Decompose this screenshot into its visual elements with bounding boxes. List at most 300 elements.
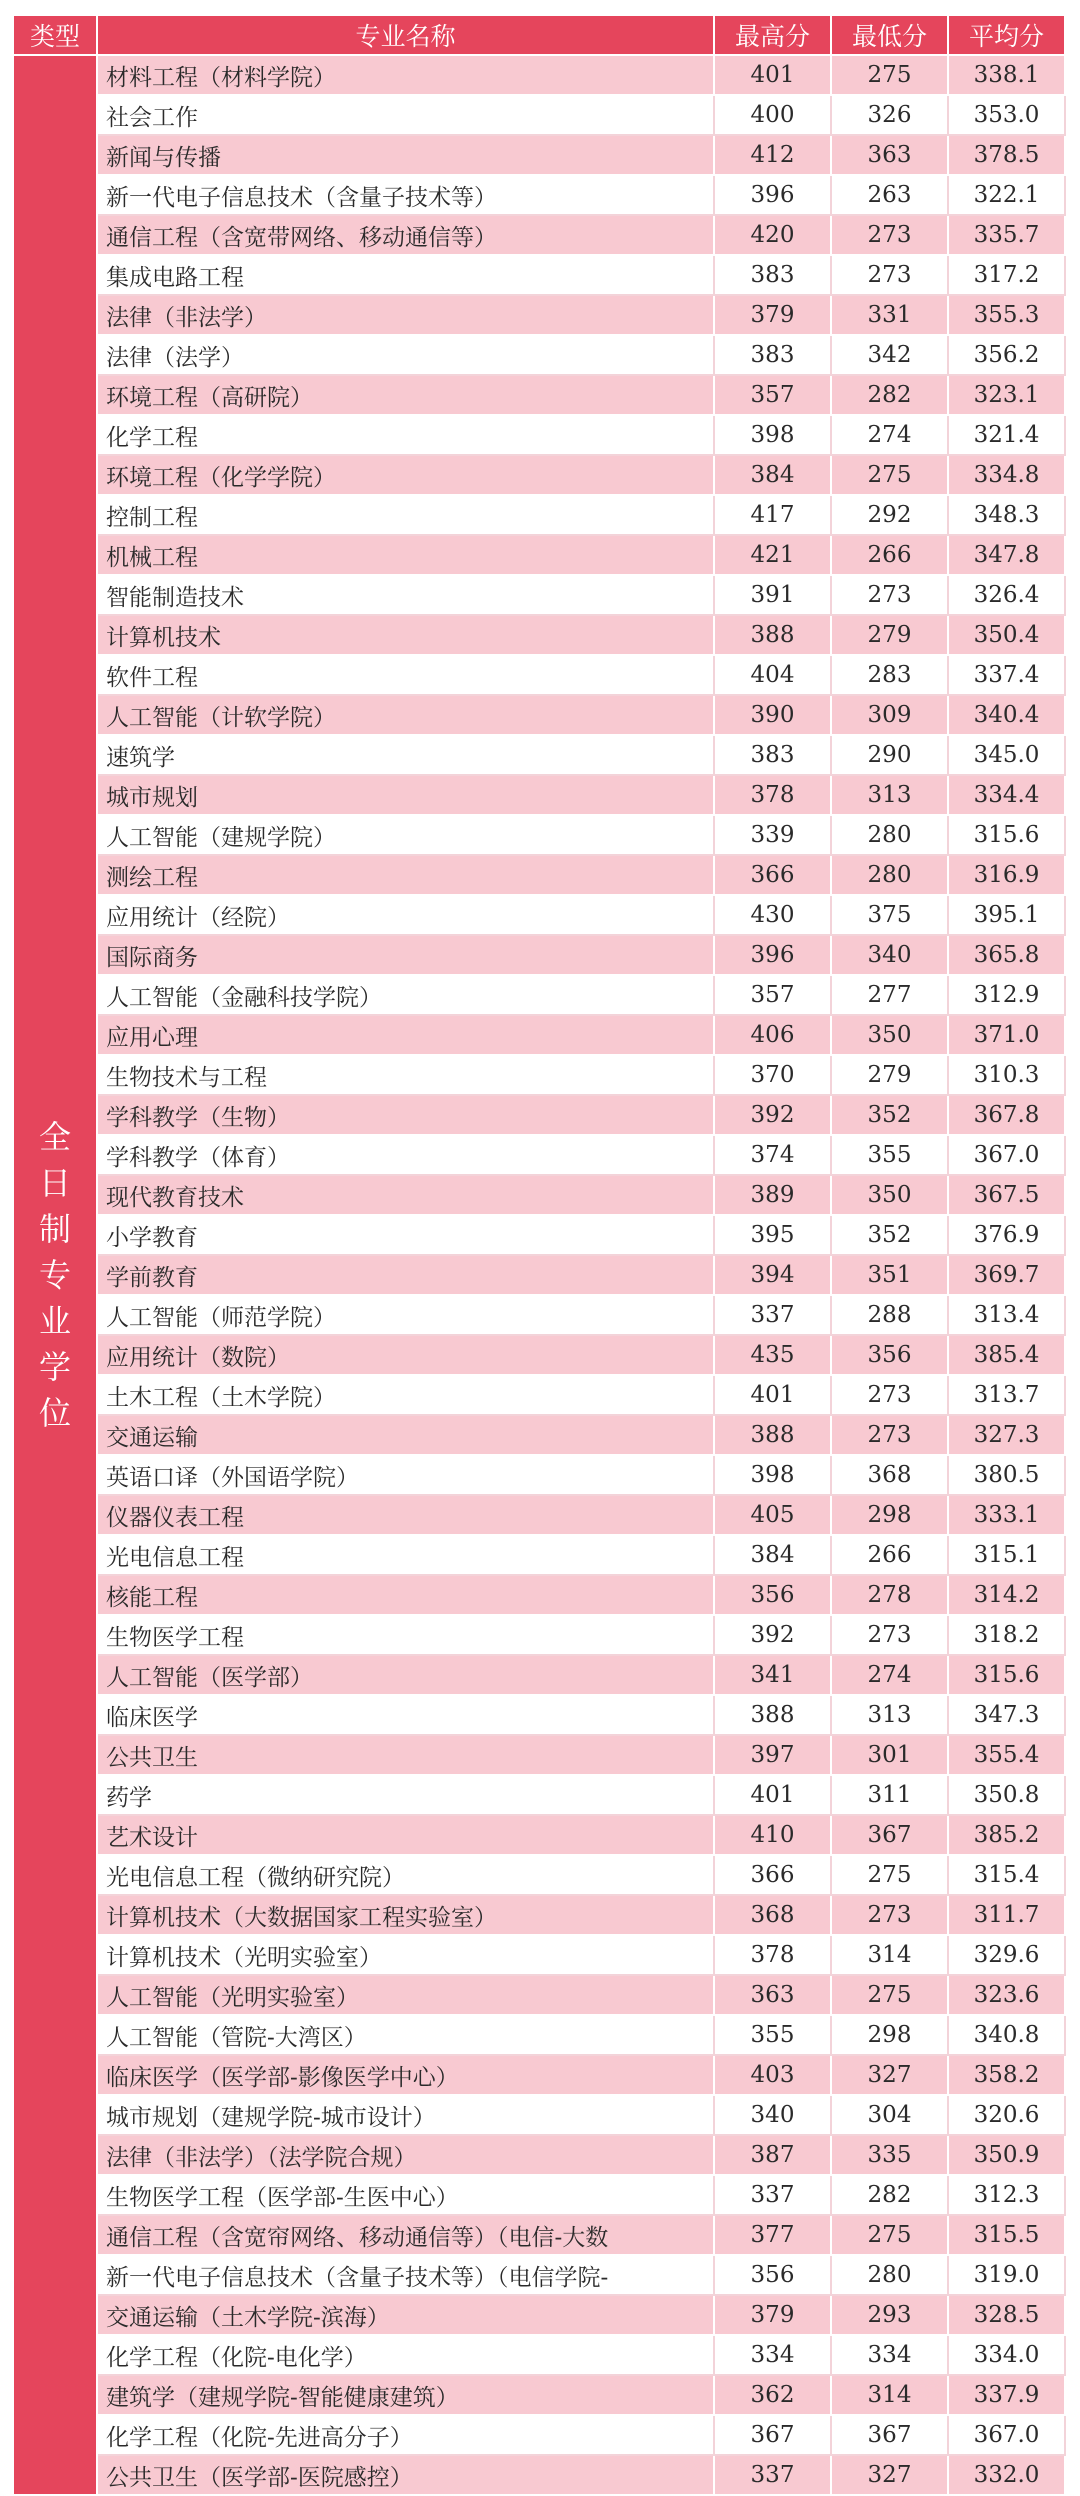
table-row (13, 1215, 1065, 1255)
table-row (13, 735, 1065, 775)
major-name-cell: 药学 (97, 1775, 714, 1815)
max-score-cell: 405 (714, 1495, 831, 1535)
major-name-cell: 英语口译（外国语学院） (97, 1455, 714, 1495)
max-score-cell: 401 (714, 1775, 831, 1815)
min-score-cell: 367 (831, 1815, 948, 1855)
table-row (13, 2255, 1065, 2295)
max-score-cell: 430 (714, 895, 831, 935)
min-score-cell: 279 (831, 1055, 948, 1095)
avg-score-cell: 337.9 (948, 2375, 1065, 2415)
min-score-cell: 356 (831, 1335, 948, 1375)
min-score-cell: 334 (831, 2335, 948, 2375)
max-score-cell: 339 (714, 815, 831, 855)
major-name-cell: 新一代电子信息技术（含量子技术等） (97, 175, 714, 215)
table-row (13, 1055, 1065, 1095)
min-score-cell: 313 (831, 1695, 948, 1735)
min-score-cell: 273 (831, 1895, 948, 1935)
avg-score-cell: 355.4 (948, 1735, 1065, 1775)
table-row (13, 375, 1065, 415)
major-name-cell: 人工智能（计软学院） (97, 695, 714, 735)
table-row (13, 1175, 1065, 1215)
avg-score-cell: 350.4 (948, 615, 1065, 655)
table-row (13, 55, 1065, 95)
major-name-cell: 计算机技术（光明实验室） (97, 1935, 714, 1975)
avg-score-cell: 380.5 (948, 1455, 1065, 1495)
avg-score-cell: 334.8 (948, 455, 1065, 495)
avg-score-cell: 340.4 (948, 695, 1065, 735)
major-name-cell: 临床医学（医学部-影像医学中心） (97, 2055, 714, 2095)
min-score-cell: 367 (831, 2415, 948, 2455)
table-row (13, 335, 1065, 375)
major-name-cell: 学科教学（生物） (97, 1095, 714, 1135)
min-score-cell: 273 (831, 1415, 948, 1455)
major-name-cell: 计算机技术（大数据国家工程实验室） (97, 1895, 714, 1935)
max-score-cell: 398 (714, 1455, 831, 1495)
avg-score-cell: 378.5 (948, 135, 1065, 175)
table-row (13, 1015, 1065, 1055)
max-score-cell: 368 (714, 1895, 831, 1935)
major-name-cell: 光电信息工程 (97, 1535, 714, 1575)
table-row (13, 455, 1065, 495)
max-score-cell: 388 (714, 615, 831, 655)
avg-score-cell: 312.9 (948, 975, 1065, 1015)
avg-score-cell: 347.3 (948, 1695, 1065, 1735)
table-row (13, 1615, 1065, 1655)
major-name-cell: 计算机技术 (97, 615, 714, 655)
max-score-cell: 388 (714, 1695, 831, 1735)
max-score-cell: 337 (714, 2455, 831, 2495)
major-name-cell: 交通运输（土木学院-滨海） (97, 2295, 714, 2335)
max-score-cell: 362 (714, 2375, 831, 2415)
max-score-cell: 417 (714, 495, 831, 535)
major-name-cell: 法律（法学） (97, 335, 714, 375)
max-score-cell: 383 (714, 335, 831, 375)
table-row (13, 135, 1065, 175)
major-name-cell: 智能制造技术 (97, 575, 714, 615)
major-name-cell: 城市规划（建规学院-城市设计） (97, 2095, 714, 2135)
major-name-cell: 核能工程 (97, 1575, 714, 1615)
major-name-cell: 新一代电子信息技术（含量子技术等）（电信学院- (97, 2255, 714, 2295)
avg-score-cell: 326.4 (948, 575, 1065, 615)
avg-score-cell: 395.1 (948, 895, 1065, 935)
min-score-cell: 288 (831, 1295, 948, 1335)
avg-score-cell: 311.7 (948, 1895, 1065, 1935)
header-row (13, 15, 1065, 55)
table-row (13, 895, 1065, 935)
avg-score-cell: 323.6 (948, 1975, 1065, 2015)
min-score-cell: 273 (831, 1375, 948, 1415)
major-name-cell: 生物技术与工程 (97, 1055, 714, 1095)
min-score-cell: 293 (831, 2295, 948, 2335)
min-score-cell: 275 (831, 55, 948, 95)
min-score-cell: 304 (831, 2095, 948, 2135)
max-score-cell: 366 (714, 855, 831, 895)
min-score-cell: 275 (831, 1855, 948, 1895)
max-score-cell: 341 (714, 1655, 831, 1695)
max-score-cell: 392 (714, 1095, 831, 1135)
min-score-cell: 282 (831, 375, 948, 415)
min-score-cell: 292 (831, 495, 948, 535)
table-row (13, 2135, 1065, 2175)
avg-score-cell: 347.8 (948, 535, 1065, 575)
avg-score-cell: 350.8 (948, 1775, 1065, 1815)
avg-score-cell: 315.6 (948, 815, 1065, 855)
min-score-cell: 275 (831, 2215, 948, 2255)
min-score-cell: 280 (831, 815, 948, 855)
table-row (13, 1455, 1065, 1495)
min-score-cell: 335 (831, 2135, 948, 2175)
min-score-cell: 273 (831, 575, 948, 615)
min-score-cell: 275 (831, 455, 948, 495)
table-row (13, 1935, 1065, 1975)
min-score-cell: 273 (831, 255, 948, 295)
avg-score-cell: 356.2 (948, 335, 1065, 375)
major-name-cell: 学科教学（体育） (97, 1135, 714, 1175)
max-score-cell: 420 (714, 215, 831, 255)
avg-score-cell: 367.8 (948, 1095, 1065, 1135)
min-score-cell: 274 (831, 415, 948, 455)
avg-score-cell: 367.0 (948, 2415, 1065, 2455)
max-score-cell: 388 (714, 1415, 831, 1455)
avg-score-cell: 335.7 (948, 215, 1065, 255)
major-name-cell: 小学教育 (97, 1215, 714, 1255)
avg-score-cell: 313.4 (948, 1295, 1065, 1335)
min-score-cell: 327 (831, 2055, 948, 2095)
major-name-cell: 环境工程（高研院） (97, 375, 714, 415)
major-name-cell: 仪器仪表工程 (97, 1495, 714, 1535)
avg-score-cell: 316.9 (948, 855, 1065, 895)
major-name-cell: 国际商务 (97, 935, 714, 975)
avg-score-cell: 323.1 (948, 375, 1065, 415)
max-score-cell: 387 (714, 2135, 831, 2175)
min-score-cell: 263 (831, 175, 948, 215)
min-score-cell: 375 (831, 895, 948, 935)
min-score-cell: 314 (831, 2375, 948, 2415)
major-name-cell: 新闻与传播 (97, 135, 714, 175)
avg-score-cell: 350.9 (948, 2135, 1065, 2175)
major-name-cell: 艺术设计 (97, 1815, 714, 1855)
min-score-cell: 350 (831, 1015, 948, 1055)
max-score-cell: 357 (714, 375, 831, 415)
table-row (13, 855, 1065, 895)
avg-score-cell: 314.2 (948, 1575, 1065, 1615)
min-score-cell: 342 (831, 335, 948, 375)
min-score-cell: 313 (831, 775, 948, 815)
min-score-cell: 314 (831, 1935, 948, 1975)
min-score-cell: 279 (831, 615, 948, 655)
avg-score-cell: 355.3 (948, 295, 1065, 335)
table-row (13, 1975, 1065, 2015)
max-score-cell: 370 (714, 1055, 831, 1095)
header-avg-score: 平均分 (948, 15, 1065, 55)
min-score-cell: 275 (831, 1975, 948, 2015)
avg-score-cell: 385.4 (948, 1335, 1065, 1375)
table-row (13, 1135, 1065, 1175)
table-row (13, 2375, 1065, 2415)
table-row (13, 1575, 1065, 1615)
avg-score-cell: 345.0 (948, 735, 1065, 775)
table-row (13, 1375, 1065, 1415)
min-score-cell: 301 (831, 1735, 948, 1775)
major-name-cell: 学前教育 (97, 1255, 714, 1295)
min-score-cell: 352 (831, 1215, 948, 1255)
major-name-cell: 化学工程（化院-先进高分子） (97, 2415, 714, 2455)
max-score-cell: 390 (714, 695, 831, 735)
table-row (13, 215, 1065, 255)
table-body (13, 55, 1065, 2495)
major-name-cell: 化学工程 (97, 415, 714, 455)
max-score-cell: 400 (714, 95, 831, 135)
table-row (13, 1855, 1065, 1895)
major-name-cell: 社会工作 (97, 95, 714, 135)
table-row (13, 415, 1065, 455)
table-row (13, 975, 1065, 1015)
max-score-cell: 355 (714, 2015, 831, 2055)
max-score-cell: 392 (714, 1615, 831, 1655)
max-score-cell: 398 (714, 415, 831, 455)
max-score-cell: 391 (714, 575, 831, 615)
min-score-cell: 311 (831, 1775, 948, 1815)
min-score-cell: 290 (831, 735, 948, 775)
min-score-cell: 280 (831, 855, 948, 895)
table-row (13, 1735, 1065, 1775)
table-row (13, 295, 1065, 335)
max-score-cell: 384 (714, 1535, 831, 1575)
max-score-cell: 378 (714, 775, 831, 815)
max-score-cell: 363 (714, 1975, 831, 2015)
table-row (13, 1415, 1065, 1455)
max-score-cell: 435 (714, 1335, 831, 1375)
table-row (13, 815, 1065, 855)
avg-score-cell: 312.3 (948, 2175, 1065, 2215)
max-score-cell: 406 (714, 1015, 831, 1055)
header-min-score: 最低分 (831, 15, 948, 55)
table-row (13, 1255, 1065, 1295)
min-score-cell: 352 (831, 1095, 948, 1135)
table-row (13, 2095, 1065, 2135)
max-score-cell: 337 (714, 1295, 831, 1335)
avg-score-cell: 371.0 (948, 1015, 1065, 1055)
max-score-cell: 334 (714, 2335, 831, 2375)
avg-score-cell: 328.5 (948, 2295, 1065, 2335)
max-score-cell: 404 (714, 655, 831, 695)
table-row (13, 655, 1065, 695)
major-name-cell: 生物医学工程 (97, 1615, 714, 1655)
table-row (13, 2295, 1065, 2335)
major-name-cell: 临床医学 (97, 1695, 714, 1735)
avg-score-cell: 332.0 (948, 2455, 1065, 2495)
max-score-cell: 374 (714, 1135, 831, 1175)
max-score-cell: 410 (714, 1815, 831, 1855)
table-row (13, 695, 1065, 735)
max-score-cell: 412 (714, 135, 831, 175)
table-row (13, 935, 1065, 975)
min-score-cell: 277 (831, 975, 948, 1015)
max-score-cell: 367 (714, 2415, 831, 2455)
min-score-cell: 274 (831, 1655, 948, 1695)
avg-score-cell: 315.1 (948, 1535, 1065, 1575)
table-row (13, 1535, 1065, 1575)
min-score-cell: 273 (831, 215, 948, 255)
max-score-cell: 397 (714, 1735, 831, 1775)
max-score-cell: 396 (714, 175, 831, 215)
max-score-cell: 383 (714, 735, 831, 775)
avg-score-cell: 334.4 (948, 775, 1065, 815)
table-row (13, 1775, 1065, 1815)
avg-score-cell: 334.0 (948, 2335, 1065, 2375)
table-row (13, 1815, 1065, 1855)
min-score-cell: 266 (831, 535, 948, 575)
max-score-cell: 401 (714, 55, 831, 95)
max-score-cell: 356 (714, 2255, 831, 2295)
min-score-cell: 298 (831, 2015, 948, 2055)
table-row (13, 1295, 1065, 1335)
max-score-cell: 337 (714, 2175, 831, 2215)
table-row (13, 1095, 1065, 1135)
avg-score-cell: 358.2 (948, 2055, 1065, 2095)
table-row (13, 2455, 1065, 2495)
max-score-cell: 377 (714, 2215, 831, 2255)
max-score-cell: 384 (714, 455, 831, 495)
major-name-cell: 法律（非法学）（法学院合规） (97, 2135, 714, 2175)
major-name-cell: 土木工程（土木学院） (97, 1375, 714, 1415)
category-cell (13, 55, 97, 2495)
table-row (13, 615, 1065, 655)
table-row (13, 1335, 1065, 1375)
header-major-name: 专业名称 (97, 15, 714, 55)
avg-score-cell: 327.3 (948, 1415, 1065, 1455)
table-row (13, 95, 1065, 135)
table-row (13, 1695, 1065, 1735)
avg-score-cell: 315.5 (948, 2215, 1065, 2255)
table-row (13, 2415, 1065, 2455)
major-name-cell: 公共卫生（医学部-医院感控） (97, 2455, 714, 2495)
major-name-cell: 人工智能（师范学院） (97, 1295, 714, 1335)
min-score-cell: 309 (831, 695, 948, 735)
avg-score-cell: 320.6 (948, 2095, 1065, 2135)
major-name-cell: 应用统计（经院） (97, 895, 714, 935)
max-score-cell: 379 (714, 2295, 831, 2335)
min-score-cell: 351 (831, 1255, 948, 1295)
max-score-cell: 366 (714, 1855, 831, 1895)
max-score-cell: 383 (714, 255, 831, 295)
avg-score-cell: 321.4 (948, 415, 1065, 455)
min-score-cell: 368 (831, 1455, 948, 1495)
avg-score-cell: 315.4 (948, 1855, 1065, 1895)
min-score-cell: 278 (831, 1575, 948, 1615)
table-row (13, 1495, 1065, 1535)
major-name-cell: 法律（非法学） (97, 295, 714, 335)
avg-score-cell: 317.2 (948, 255, 1065, 295)
min-score-cell: 340 (831, 935, 948, 975)
avg-score-cell: 337.4 (948, 655, 1065, 695)
major-name-cell: 材料工程（材料学院） (97, 55, 714, 95)
major-name-cell: 化学工程（化院-电化学） (97, 2335, 714, 2375)
min-score-cell: 282 (831, 2175, 948, 2215)
table-row (13, 175, 1065, 215)
table-row (13, 535, 1065, 575)
table-row (13, 2335, 1065, 2375)
major-name-cell: 光电信息工程（微纳研究院） (97, 1855, 714, 1895)
major-name-cell: 软件工程 (97, 655, 714, 695)
max-score-cell: 378 (714, 1935, 831, 1975)
max-score-cell: 357 (714, 975, 831, 1015)
min-score-cell: 280 (831, 2255, 948, 2295)
min-score-cell: 298 (831, 1495, 948, 1535)
table-row (13, 1895, 1065, 1935)
header-type: 类型 (13, 15, 97, 55)
table-row (13, 2215, 1065, 2255)
min-score-cell: 355 (831, 1135, 948, 1175)
major-name-cell: 通信工程（含宽带网络、移动通信等） (97, 215, 714, 255)
min-score-cell: 326 (831, 95, 948, 135)
avg-score-cell: 376.9 (948, 1215, 1065, 1255)
major-name-cell: 人工智能（管院-大湾区） (97, 2015, 714, 2055)
header-max-score: 最高分 (714, 15, 831, 55)
major-name-cell: 通信工程（含宽帘网络、移动通信等）（电信-大数 (97, 2215, 714, 2255)
avg-score-cell: 315.6 (948, 1655, 1065, 1695)
min-score-cell: 331 (831, 295, 948, 335)
avg-score-cell: 365.8 (948, 935, 1065, 975)
min-score-cell: 283 (831, 655, 948, 695)
max-score-cell: 340 (714, 2095, 831, 2135)
max-score-cell: 395 (714, 1215, 831, 1255)
major-name-cell: 环境工程（化学学院） (97, 455, 714, 495)
avg-score-cell: 367.0 (948, 1135, 1065, 1175)
major-name-cell: 应用心理 (97, 1015, 714, 1055)
max-score-cell: 394 (714, 1255, 831, 1295)
major-name-cell: 建筑学（建规学院-智能健康建筑） (97, 2375, 714, 2415)
avg-score-cell: 333.1 (948, 1495, 1065, 1535)
major-name-cell: 测绘工程 (97, 855, 714, 895)
max-score-cell: 396 (714, 935, 831, 975)
max-score-cell: 356 (714, 1575, 831, 1615)
major-name-cell: 控制工程 (97, 495, 714, 535)
max-score-cell: 403 (714, 2055, 831, 2095)
min-score-cell: 266 (831, 1535, 948, 1575)
min-score-cell: 327 (831, 2455, 948, 2495)
major-name-cell: 人工智能（建规学院） (97, 815, 714, 855)
table-row (13, 1655, 1065, 1695)
table-row (13, 575, 1065, 615)
score-table (12, 14, 1066, 2496)
major-name-cell: 人工智能（光明实验室） (97, 1975, 714, 2015)
max-score-cell: 401 (714, 1375, 831, 1415)
avg-score-cell: 319.0 (948, 2255, 1065, 2295)
major-name-cell: 机械工程 (97, 535, 714, 575)
table-row (13, 495, 1065, 535)
avg-score-cell: 318.2 (948, 1615, 1065, 1655)
avg-score-cell: 338.1 (948, 55, 1065, 95)
major-name-cell: 生物医学工程（医学部-生医中心） (97, 2175, 714, 2215)
table-row (13, 2055, 1065, 2095)
table-row (13, 775, 1065, 815)
avg-score-cell: 322.1 (948, 175, 1065, 215)
major-name-cell: 集成电路工程 (97, 255, 714, 295)
avg-score-cell: 369.7 (948, 1255, 1065, 1295)
avg-score-cell: 385.2 (948, 1815, 1065, 1855)
avg-score-cell: 367.5 (948, 1175, 1065, 1215)
avg-score-cell: 353.0 (948, 95, 1065, 135)
max-score-cell: 421 (714, 535, 831, 575)
major-name-cell: 人工智能（医学部） (97, 1655, 714, 1695)
min-score-cell: 273 (831, 1615, 948, 1655)
min-score-cell: 350 (831, 1175, 948, 1215)
table-row (13, 2175, 1065, 2215)
major-name-cell: 应用统计（数院） (97, 1335, 714, 1375)
avg-score-cell: 348.3 (948, 495, 1065, 535)
max-score-cell: 379 (714, 295, 831, 335)
